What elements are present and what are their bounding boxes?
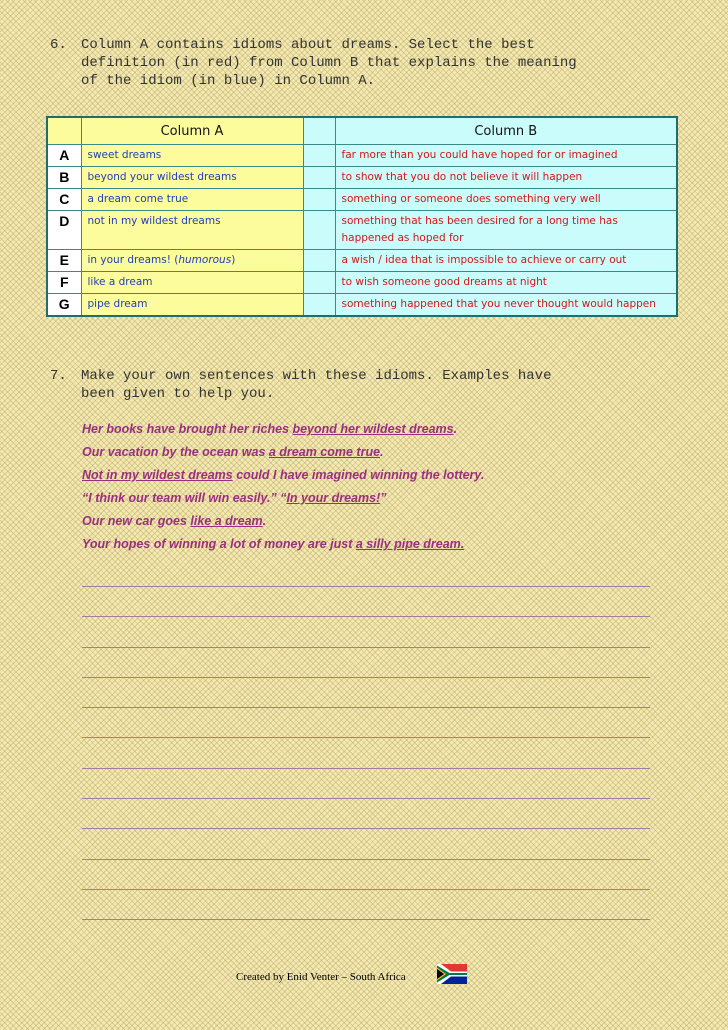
question-6 — [50, 36, 690, 90]
header-blank-a — [47, 117, 81, 145]
question-text: Make your own sentences with these idioms. Examples have been given to help you. — [81, 368, 552, 402]
example-post: . — [262, 514, 267, 528]
example-idiom: like a dream — [190, 514, 263, 528]
definition-cell: to show that you do not believe it will happen — [335, 167, 677, 189]
example-sentence — [82, 418, 682, 441]
writing-line[interactable] — [82, 677, 650, 678]
example-idiom: beyond her wildest dreams — [292, 422, 454, 436]
row-letter: A — [47, 145, 81, 167]
idiom-text: pipe dream — [87, 298, 148, 310]
writing-line[interactable] — [82, 859, 650, 860]
example-pre: Your hopes of winning a lot of money are just — [82, 537, 356, 551]
idiom-cell — [81, 272, 303, 294]
definition-cell: a wish / idea that is impossible to achieve or carry out — [335, 250, 677, 272]
writing-line[interactable] — [82, 889, 650, 890]
example-sentence — [82, 464, 682, 487]
question-number: 6. — [50, 37, 67, 53]
writing-line[interactable] — [82, 919, 650, 920]
writing-line[interactable] — [82, 798, 650, 799]
example-idiom: Not in my wildest dreams — [82, 468, 233, 482]
idiom-cell — [81, 145, 303, 167]
question-text: Column A contains idioms about dreams. Select the best definition (in red) from Column B that explains the meaning of the idiom (in blue) in Column A. — [81, 37, 577, 89]
table-header-row — [47, 117, 677, 145]
definition-cell: something happened that you never thought would happen — [335, 294, 677, 317]
example-pre: “I think our team will win easily.” “ — [82, 491, 287, 505]
row-letter: D — [47, 211, 81, 250]
idiom-text: a dream come true — [87, 193, 189, 205]
writing-lines — [82, 586, 650, 950]
answer-blank-cell[interactable] — [303, 189, 335, 211]
example-post: . — [380, 445, 384, 459]
example-sentence — [82, 487, 682, 510]
example-idiom: a dream come true — [268, 445, 381, 459]
example-sentences — [82, 418, 682, 556]
example-idiom: a silly pipe dream. — [355, 537, 465, 551]
example-post: ” — [380, 491, 387, 505]
south-africa-flag-icon — [437, 964, 467, 984]
answer-blank-cell[interactable] — [303, 145, 335, 167]
idiom-text: in your dreams! ( — [87, 254, 179, 266]
idiom-cell — [81, 189, 303, 211]
table-row — [47, 272, 677, 294]
example-pre: Our new car goes — [82, 514, 191, 528]
example-pre: Her books have brought her riches — [82, 422, 293, 436]
idiom-cell — [81, 294, 303, 317]
row-letter: G — [47, 294, 81, 317]
table-row — [47, 211, 677, 250]
table-row — [47, 250, 677, 272]
row-letter: C — [47, 189, 81, 211]
definition-cell: far more than you could have hoped for or imagined — [335, 145, 677, 167]
answer-blank-cell[interactable] — [303, 272, 335, 294]
header-blank-b — [303, 117, 335, 145]
question-number: 7. — [50, 368, 67, 384]
idiom-text: not in my wildest dreams — [87, 215, 221, 227]
example-sentence — [82, 441, 682, 464]
table-row — [47, 167, 677, 189]
example-sentence — [82, 533, 682, 556]
definition-cell: something that has been desired for a long time has happened as hoped for — [335, 211, 677, 250]
writing-line[interactable] — [82, 828, 650, 829]
question-7 — [50, 367, 690, 403]
answer-blank-cell[interactable] — [303, 211, 335, 250]
definition-cell: to wish someone good dreams at night — [335, 272, 677, 294]
idiom-text: like a dream — [87, 276, 153, 288]
table-row — [47, 145, 677, 167]
table-row — [47, 294, 677, 317]
idiom-note: humorous — [178, 254, 232, 266]
idiom-cell — [81, 250, 303, 272]
definition-cell: something or someone does something very well — [335, 189, 677, 211]
writing-line[interactable] — [82, 768, 650, 769]
table-row — [47, 189, 677, 211]
idioms-table — [46, 116, 678, 317]
answer-blank-cell[interactable] — [303, 167, 335, 189]
row-letter: B — [47, 167, 81, 189]
footer-credit: Created by Enid Venter – South Africa — [236, 971, 406, 983]
example-post: could I have imagined winning the lottery. — [232, 468, 485, 482]
idiom-note-close: ) — [231, 254, 236, 266]
writing-line[interactable] — [82, 737, 650, 738]
example-idiom: In your dreams! — [286, 491, 381, 505]
writing-line[interactable] — [82, 586, 650, 587]
idiom-cell — [81, 211, 303, 250]
idiom-text: beyond your wildest dreams — [87, 171, 237, 183]
answer-blank-cell[interactable] — [303, 294, 335, 317]
column-a-header: Column A — [81, 117, 303, 145]
row-letter: F — [47, 272, 81, 294]
idiom-cell — [81, 167, 303, 189]
writing-line[interactable] — [82, 707, 650, 708]
example-sentence — [82, 510, 682, 533]
column-b-header: Column B — [335, 117, 677, 145]
example-pre: Our vacation by the ocean was — [82, 445, 269, 459]
answer-blank-cell[interactable] — [303, 250, 335, 272]
writing-line[interactable] — [82, 616, 650, 617]
writing-line[interactable] — [82, 647, 650, 648]
idiom-text: sweet dreams — [87, 149, 162, 161]
row-letter: E — [47, 250, 81, 272]
example-post: . — [453, 422, 458, 436]
